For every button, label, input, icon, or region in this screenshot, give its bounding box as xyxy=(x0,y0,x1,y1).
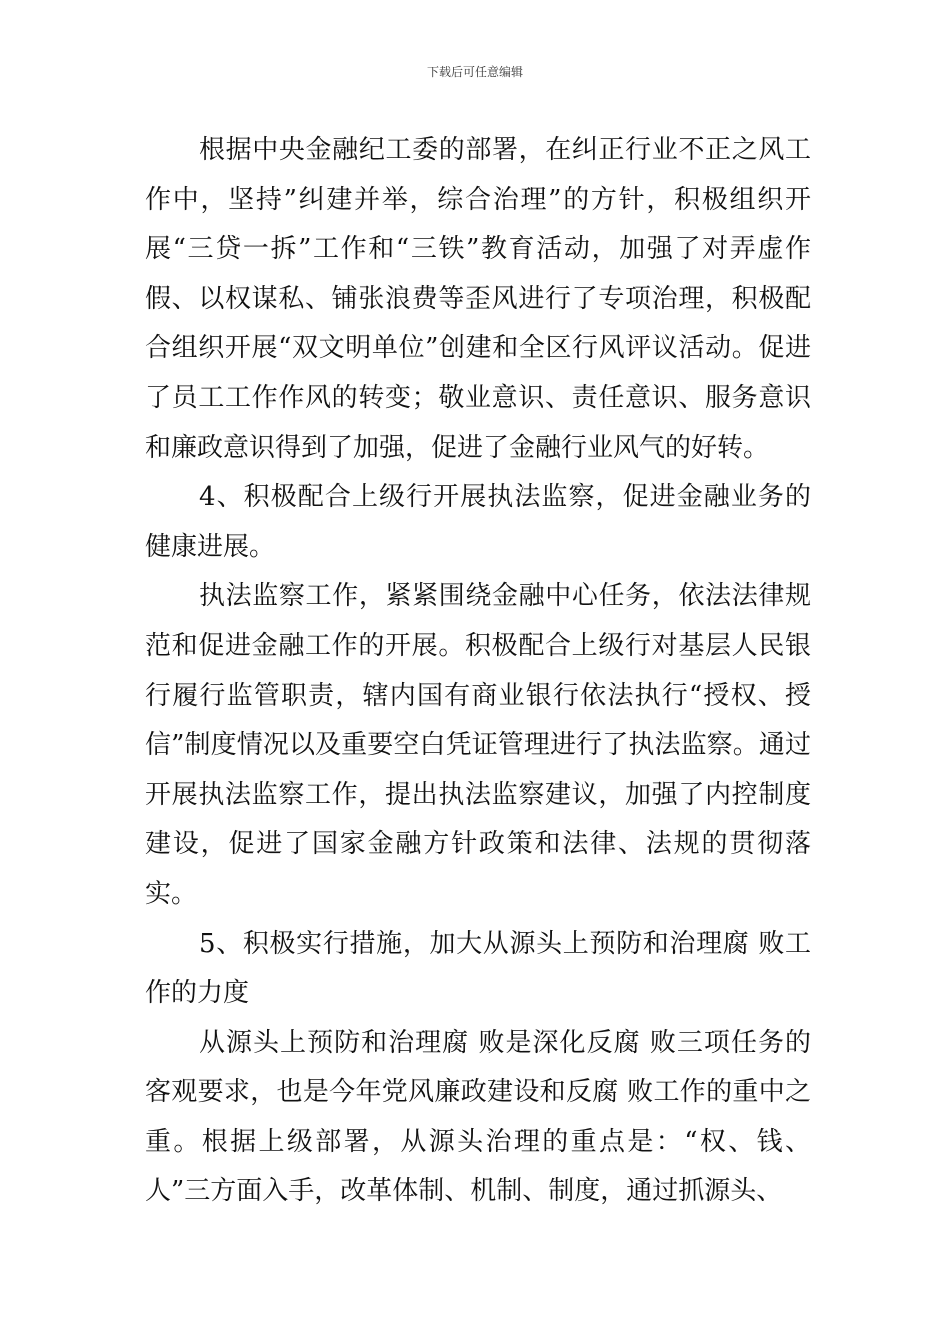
heading-item-5: 5、积极实行措施，加大从源头上预防和治理腐 败工作的力度 xyxy=(145,928,811,1009)
page-header-note: 下载后可任意编辑 xyxy=(426,65,523,79)
paragraph-rectification-work: 根据中央金融纪工委的部署，在纠正行业不正之风工作中，坚持”纠建并举，综合治理”的方针，积极组织开展“三贷一拆”工作和“三铁”教育活动，加强了对弄虚作假、以权谋私、铺张浪费等歪风进行了专项治理，积极配合组织开展“双文明单位”创建和全区行风评议活动。促进了员工工作作风的转变；敬业意识、责任意识、服务意识和廉政意识得到了加强，促进了金融行业风气的好转。 xyxy=(145,135,811,463)
paragraph-source-prevention: 从源头上预防和治理腐 败是深化反腐 败三项任务的客观要求，也是今年党风廉政建设和反腐 败工作的重中之重。根据上级部署，从源头治理的重点是：“权、钱、人”三方面入手，改革体制、机制、制度，通过抓源头、 xyxy=(145,1027,811,1207)
paragraph-law-enforcement-supervision: 执法监察工作，紧紧围绕金融中心任务，依法法律规范和促进金融工作的开展。积极配合上级行对基层人民银行履行监管职责，辖内国有商业银行依法执行“授权、授信”制度情况以及重要空白凭证管理进行了执法监察。通过开展执法监察工作，提出执法监察建议，加强了内控制度建设，促进了国家金融方针政策和法律、法规的贯彻落实。 xyxy=(145,581,811,909)
heading-item-4: 4、积极配合上级行开展执法监察，促进金融业务的健康进展。 xyxy=(145,482,811,562)
document-body xyxy=(145,126,811,1217)
